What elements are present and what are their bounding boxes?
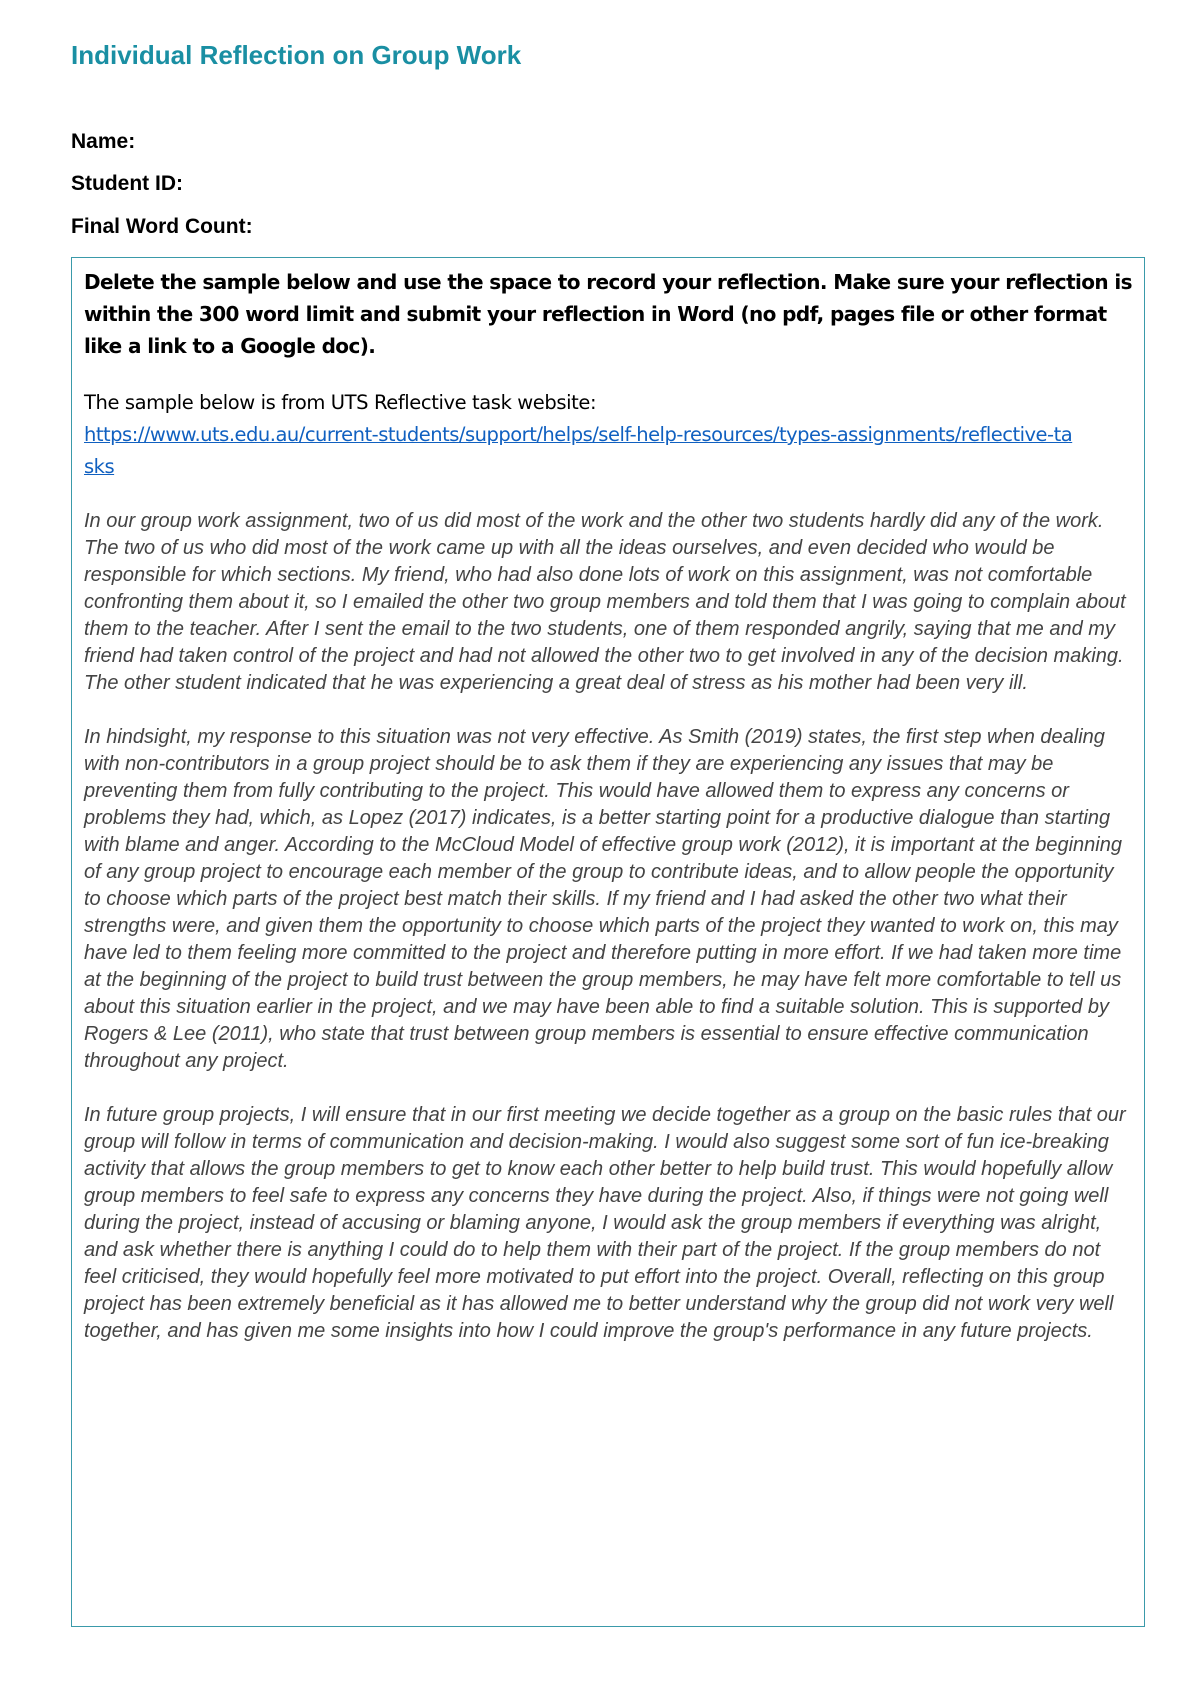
reflection-text-box[interactable] <box>71 257 1145 1627</box>
reflection-content <box>84 266 1134 1345</box>
page-title: Individual Reflection on Group Work <box>71 40 522 70</box>
source-link[interactable]: https://www.uts.edu.au/current-students/support/helps/self-help-resources/types-assignments/reflective-tasks <box>84 423 1073 478</box>
sample-paragraph: In hindsight, my response to this situation was not very effective. As Smith (2019) states, the first step when dealing with non-contributors in a group project should be to ask them if they are experiencing any issues that may be preventing them from fully contributing to the project. This would have allowed them to express any concerns or problems they had, which, as Lopez (2017) indicates, is a better starting point for a productive dialogue than starting with blame and anger. According to the McCloud Model of effective group work (2012), it is important at the beginning of any group project to encourage each member of the group to contribute ideas, and to allow people the opportunity to choose which parts of the project best match their skills. If my friend and I had asked the other two what their strengths were, and given them the opportunity to choose which parts of the project they wanted to work on, this may have led to them feeling more committed to the project and therefore putting in more effort. If we had taken more time at the beginning of the project to build trust between the group members, he may have felt more comfortable to tell us about this situation earlier in the project, and we may have been able to find a suitable solution. This is supported by Rogers & Lee (2011), who state that trust between group members is essential to ensure effective communication throughout any project. <box>84 726 1122 1072</box>
student-id-label: Student ID: <box>71 172 183 195</box>
sample-paragraph: In future group projects, I will ensure that in our first meeting we decide together as a group on the basic rules that our group will follow in terms of communication and decision-making. I would also suggest some sort of fun ice-breaking activity that allows the group members to get to know each other better to help build trust. This would hopefully allow group members to feel safe to express any concerns they have during the project. Also, if things were not going well during the project, instead of accusing or blaming anyone, I would ask the group members if everything was alright, and ask whether there is anything I could do to help them with their part of the project. If the group members do not feel criticised, they would hopefully feel more motivated to put effort into the project. Overall, reflecting on this group project has been extremely beneficial as it has allowed me to better understand why the group did not work very well together, and has given me some insights into how I could improve the group's performance in any future projects. <box>84 1104 1126 1342</box>
instructions-text: Delete the sample below and use the space to record your reflection. Make sure your reflection is within the 300 word limit and submit your reflection in Word (no pdf, pages file or other format like a link to a Google doc). <box>84 270 1132 358</box>
word-count-label: Final Word Count: <box>71 215 253 238</box>
name-label: Name: <box>71 130 136 153</box>
source-intro: The sample below is from UTS Reflective task website: <box>84 391 597 414</box>
sample-paragraph: In our group work assignment, two of us did most of the work and the other two students hardly did any of the work. The two of us who did most of the work came up with all the ideas ourselves, and even decided who would be responsible for which sections. My friend, who had also done lots of work on this assignment, was not comfortable confronting them about it, so I emailed the other two group members and told them that I was going to complain about them to the teacher. After I sent the email to the two students, one of them responded angrily, saying that me and my friend had taken control of the project and had not allowed the other two to get involved in any of the decision making. The other student indicated that he was experiencing a great deal of stress as his mother had been very ill. <box>84 510 1126 694</box>
